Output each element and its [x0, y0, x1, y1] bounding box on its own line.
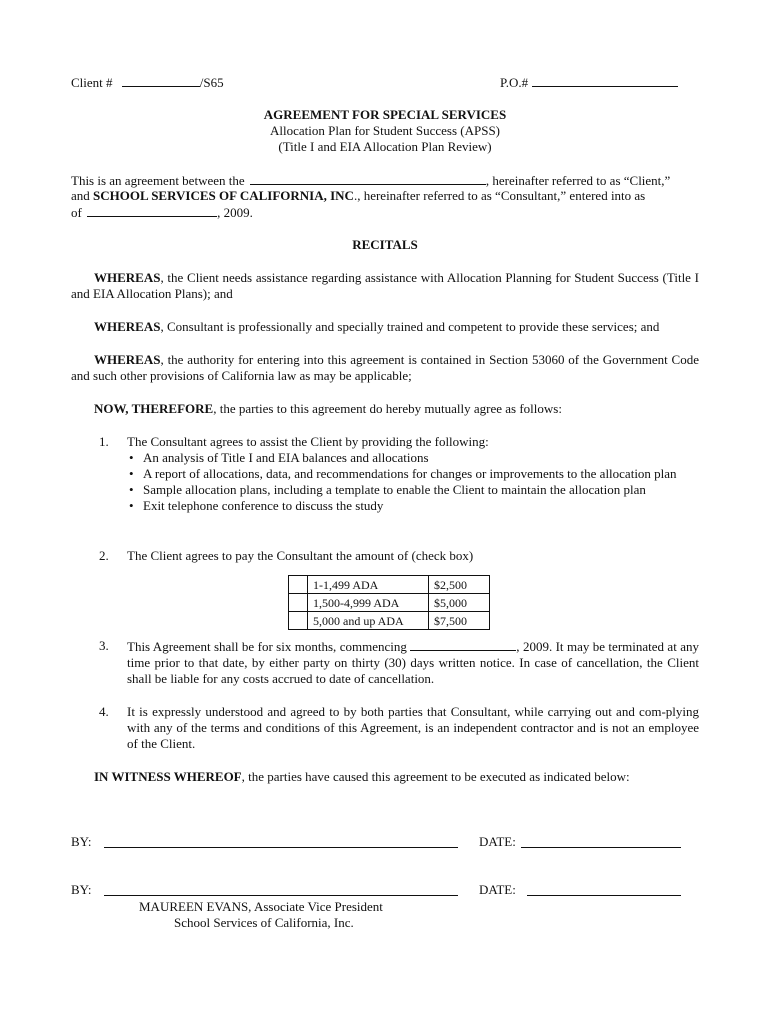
fee-checkbox[interactable]	[289, 594, 308, 612]
ada-range: 1,500-4,999 ADA	[308, 594, 429, 612]
document-title: AGREEMENT FOR SPECIAL SERVICES	[263, 107, 507, 122]
intro-line-3	[71, 204, 253, 221]
consultant-signature-line[interactable]	[104, 895, 458, 896]
document-subtitle: Allocation Plan for Student Success (APSS)	[269, 123, 500, 138]
item-number: 4.	[99, 704, 109, 719]
signer-organization: School Services of California, Inc.	[174, 915, 354, 930]
list-item: • An analysis of Title I and EIA balances and allocations	[127, 450, 699, 466]
signer-name: MAUREEN EVANS, Associate Vice President	[139, 899, 383, 914]
intro-text: ., hereinafter referred to as “Consultant,” entered into as	[353, 188, 646, 203]
date-label: DATE:	[479, 882, 516, 897]
now-therefore-paragraph: NOW, THEREFORE, the parties to this agreement do hereby mutually agree as follows:	[94, 401, 562, 416]
fee-checkbox[interactable]	[289, 612, 308, 630]
intro-line-1	[71, 172, 670, 189]
item-text: The Client agrees to pay the Consultant the amount of (check box)	[127, 548, 474, 563]
client-name-field[interactable]	[250, 172, 486, 185]
date-label: DATE:	[479, 834, 516, 849]
recital-paragraph: WHEREAS, Consultant is professionally and specially trained and competent to provide these services; and	[94, 319, 660, 334]
item-number: 2.	[99, 548, 109, 563]
list-item: • Exit telephone conference to discuss the study	[127, 498, 699, 514]
item-number: 3.	[99, 638, 109, 653]
table-row	[289, 612, 490, 630]
intro-text: This is an agreement between the	[71, 173, 245, 188]
client-number-line	[71, 74, 224, 91]
intro-text: and	[71, 188, 90, 203]
intro-line-2	[71, 188, 645, 204]
fee-table	[288, 575, 490, 630]
item-text: This Agreement shall be for six months, commencing , 2009. It may be terminated at any time prior to that date, by either party on thirty (30) days written notice. In case of cancellation, the Client shall be liable for any costs accrued to date of cancellation.	[127, 639, 699, 686]
fee-amount: $2,500	[429, 576, 490, 594]
list-item: • Sample allocation plans, including a template to enable the Client to maintain the allocation plan	[127, 482, 699, 498]
client-date-line[interactable]	[521, 847, 681, 848]
intro-text: of	[71, 205, 82, 220]
po-number-field[interactable]	[532, 74, 678, 87]
client-suffix: /S65	[199, 75, 224, 90]
po-line	[500, 74, 678, 91]
table-row	[289, 576, 490, 594]
table-row	[289, 594, 490, 612]
client-label: Client #	[71, 75, 113, 90]
services-list	[127, 450, 699, 514]
fee-checkbox[interactable]	[289, 576, 308, 594]
by-label: BY:	[71, 834, 92, 849]
po-label: P.O.#	[500, 75, 529, 90]
recital-paragraph: WHEREAS, the Client needs assistance regarding assistance with Allocation Planning for Student Success (Title I and EIA Allocation Plans); and	[71, 270, 699, 301]
ada-range: 1-1,499 ADA	[308, 576, 429, 594]
item-number: 1.	[99, 434, 109, 449]
agreement-date-field[interactable]	[87, 204, 217, 217]
fee-amount: $5,000	[429, 594, 490, 612]
intro-text: , 2009.	[217, 205, 253, 220]
list-item: • A report of allocations, data, and recommendations for changes or improvements to the allocation plan	[127, 466, 699, 482]
fee-amount: $7,500	[429, 612, 490, 630]
consultant-name: SCHOOL SERVICES OF CALIFORNIA, INC	[93, 188, 354, 203]
commencement-date-field[interactable]	[410, 638, 516, 651]
intro-text: , hereinafter referred to as “Client,”	[485, 173, 671, 188]
client-signature-line[interactable]	[104, 847, 458, 848]
client-number-field[interactable]	[122, 74, 200, 87]
by-label: BY:	[71, 882, 92, 897]
document-subtitle-2: (Title I and EIA Allocation Plan Review)	[278, 139, 492, 154]
recital-paragraph: WHEREAS, the authority for entering into this agreement is contained in Section 53060 of the Government Code and such other provisions of California law as may be applicable;	[71, 352, 699, 383]
ada-range: 5,000 and up ADA	[308, 612, 429, 630]
recitals-heading: RECITALS	[352, 237, 418, 252]
consultant-date-line[interactable]	[527, 895, 681, 896]
item-text: The Consultant agrees to assist the Client by providing the following:	[127, 434, 489, 449]
item-text: It is expressly understood and agreed to by both parties that Consultant, while carrying out and com-plying with any of the terms and conditions of this Agreement, is an independent contractor and is not an employee of the Client.	[127, 704, 699, 751]
witness-paragraph: IN WITNESS WHEREOF, the parties have caused this agreement to be executed as indicated below:	[94, 769, 630, 784]
